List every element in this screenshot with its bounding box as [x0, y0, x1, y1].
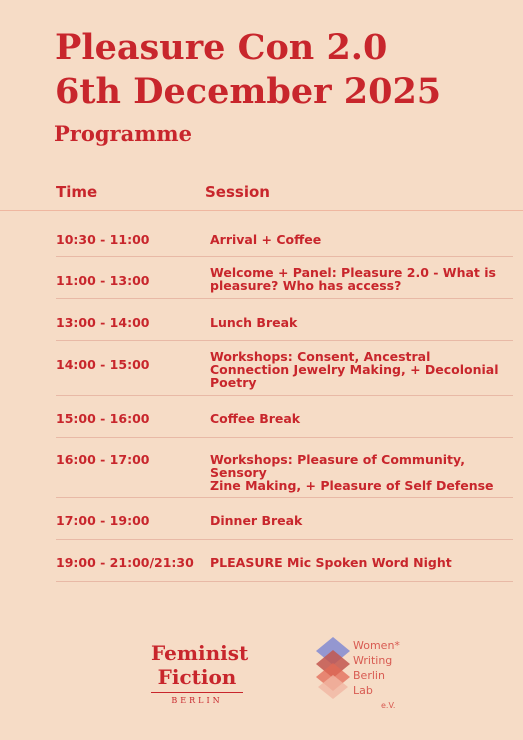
ff-word-2: Fiction — [157, 665, 237, 689]
wwbl-suffix: e.V. — [381, 701, 396, 710]
row-divider — [56, 395, 513, 396]
row-time: 16:00 - 17:00 — [56, 452, 150, 467]
row-divider — [56, 256, 513, 257]
row-session: Arrival + Coffee — [210, 232, 322, 247]
row-divider — [56, 298, 513, 299]
row-divider — [56, 437, 513, 438]
wwbl-diamonds-icon — [314, 635, 356, 701]
wwbl-line-2: Writing — [353, 654, 393, 667]
wwbl-line-3: Berlin — [353, 669, 385, 682]
header-divider — [0, 210, 523, 211]
ff-rule — [151, 692, 243, 693]
title-line-2: 6th December 2025 — [55, 71, 442, 112]
row-session: Welcome + Panel: Pleasure 2.0 - What is pleasure? Who has access? — [210, 265, 496, 293]
row-divider — [56, 539, 513, 540]
row-divider — [56, 581, 513, 582]
row-session: Lunch Break — [210, 315, 298, 330]
ff-word-1: Feminist — [151, 641, 249, 665]
page-subtitle: Programme — [54, 121, 193, 146]
row-time: 14:00 - 15:00 — [56, 357, 150, 372]
row-divider — [56, 340, 513, 341]
wwbl-wordmark — [353, 638, 400, 698]
wwbl-line-1: Women* — [353, 639, 400, 652]
page-title — [55, 26, 441, 114]
ff-city: BERLIN — [171, 696, 223, 705]
row-time: 17:00 - 19:00 — [56, 513, 150, 528]
row-session: PLEASURE Mic Spoken Word Night — [210, 555, 452, 570]
table-header-time: Time — [56, 183, 98, 201]
row-session: Coffee Break — [210, 411, 301, 426]
row-divider — [56, 497, 513, 498]
row-time: 19:00 - 21:00/21:30 — [56, 555, 194, 570]
row-time: 13:00 - 14:00 — [56, 315, 150, 330]
table-header-session: Session — [205, 183, 270, 201]
row-time: 10:30 - 11:00 — [56, 232, 150, 247]
row-time: 11:00 - 13:00 — [56, 273, 150, 288]
title-line-1: Pleasure Con 2.0 — [55, 27, 388, 68]
row-session: Workshops: Pleasure of Community, Sensory Zine Making, + Pleasure of Self Defense — [210, 452, 494, 493]
row-time: 15:00 - 16:00 — [56, 411, 150, 426]
feminist-fiction-logo — [151, 641, 249, 705]
row-session: Dinner Break — [210, 513, 303, 528]
row-session: Workshops: Consent, Ancestral Connection Jewelry Making, + Decolonial Poetry — [210, 349, 499, 390]
wwbl-line-4: Lab — [353, 684, 373, 697]
